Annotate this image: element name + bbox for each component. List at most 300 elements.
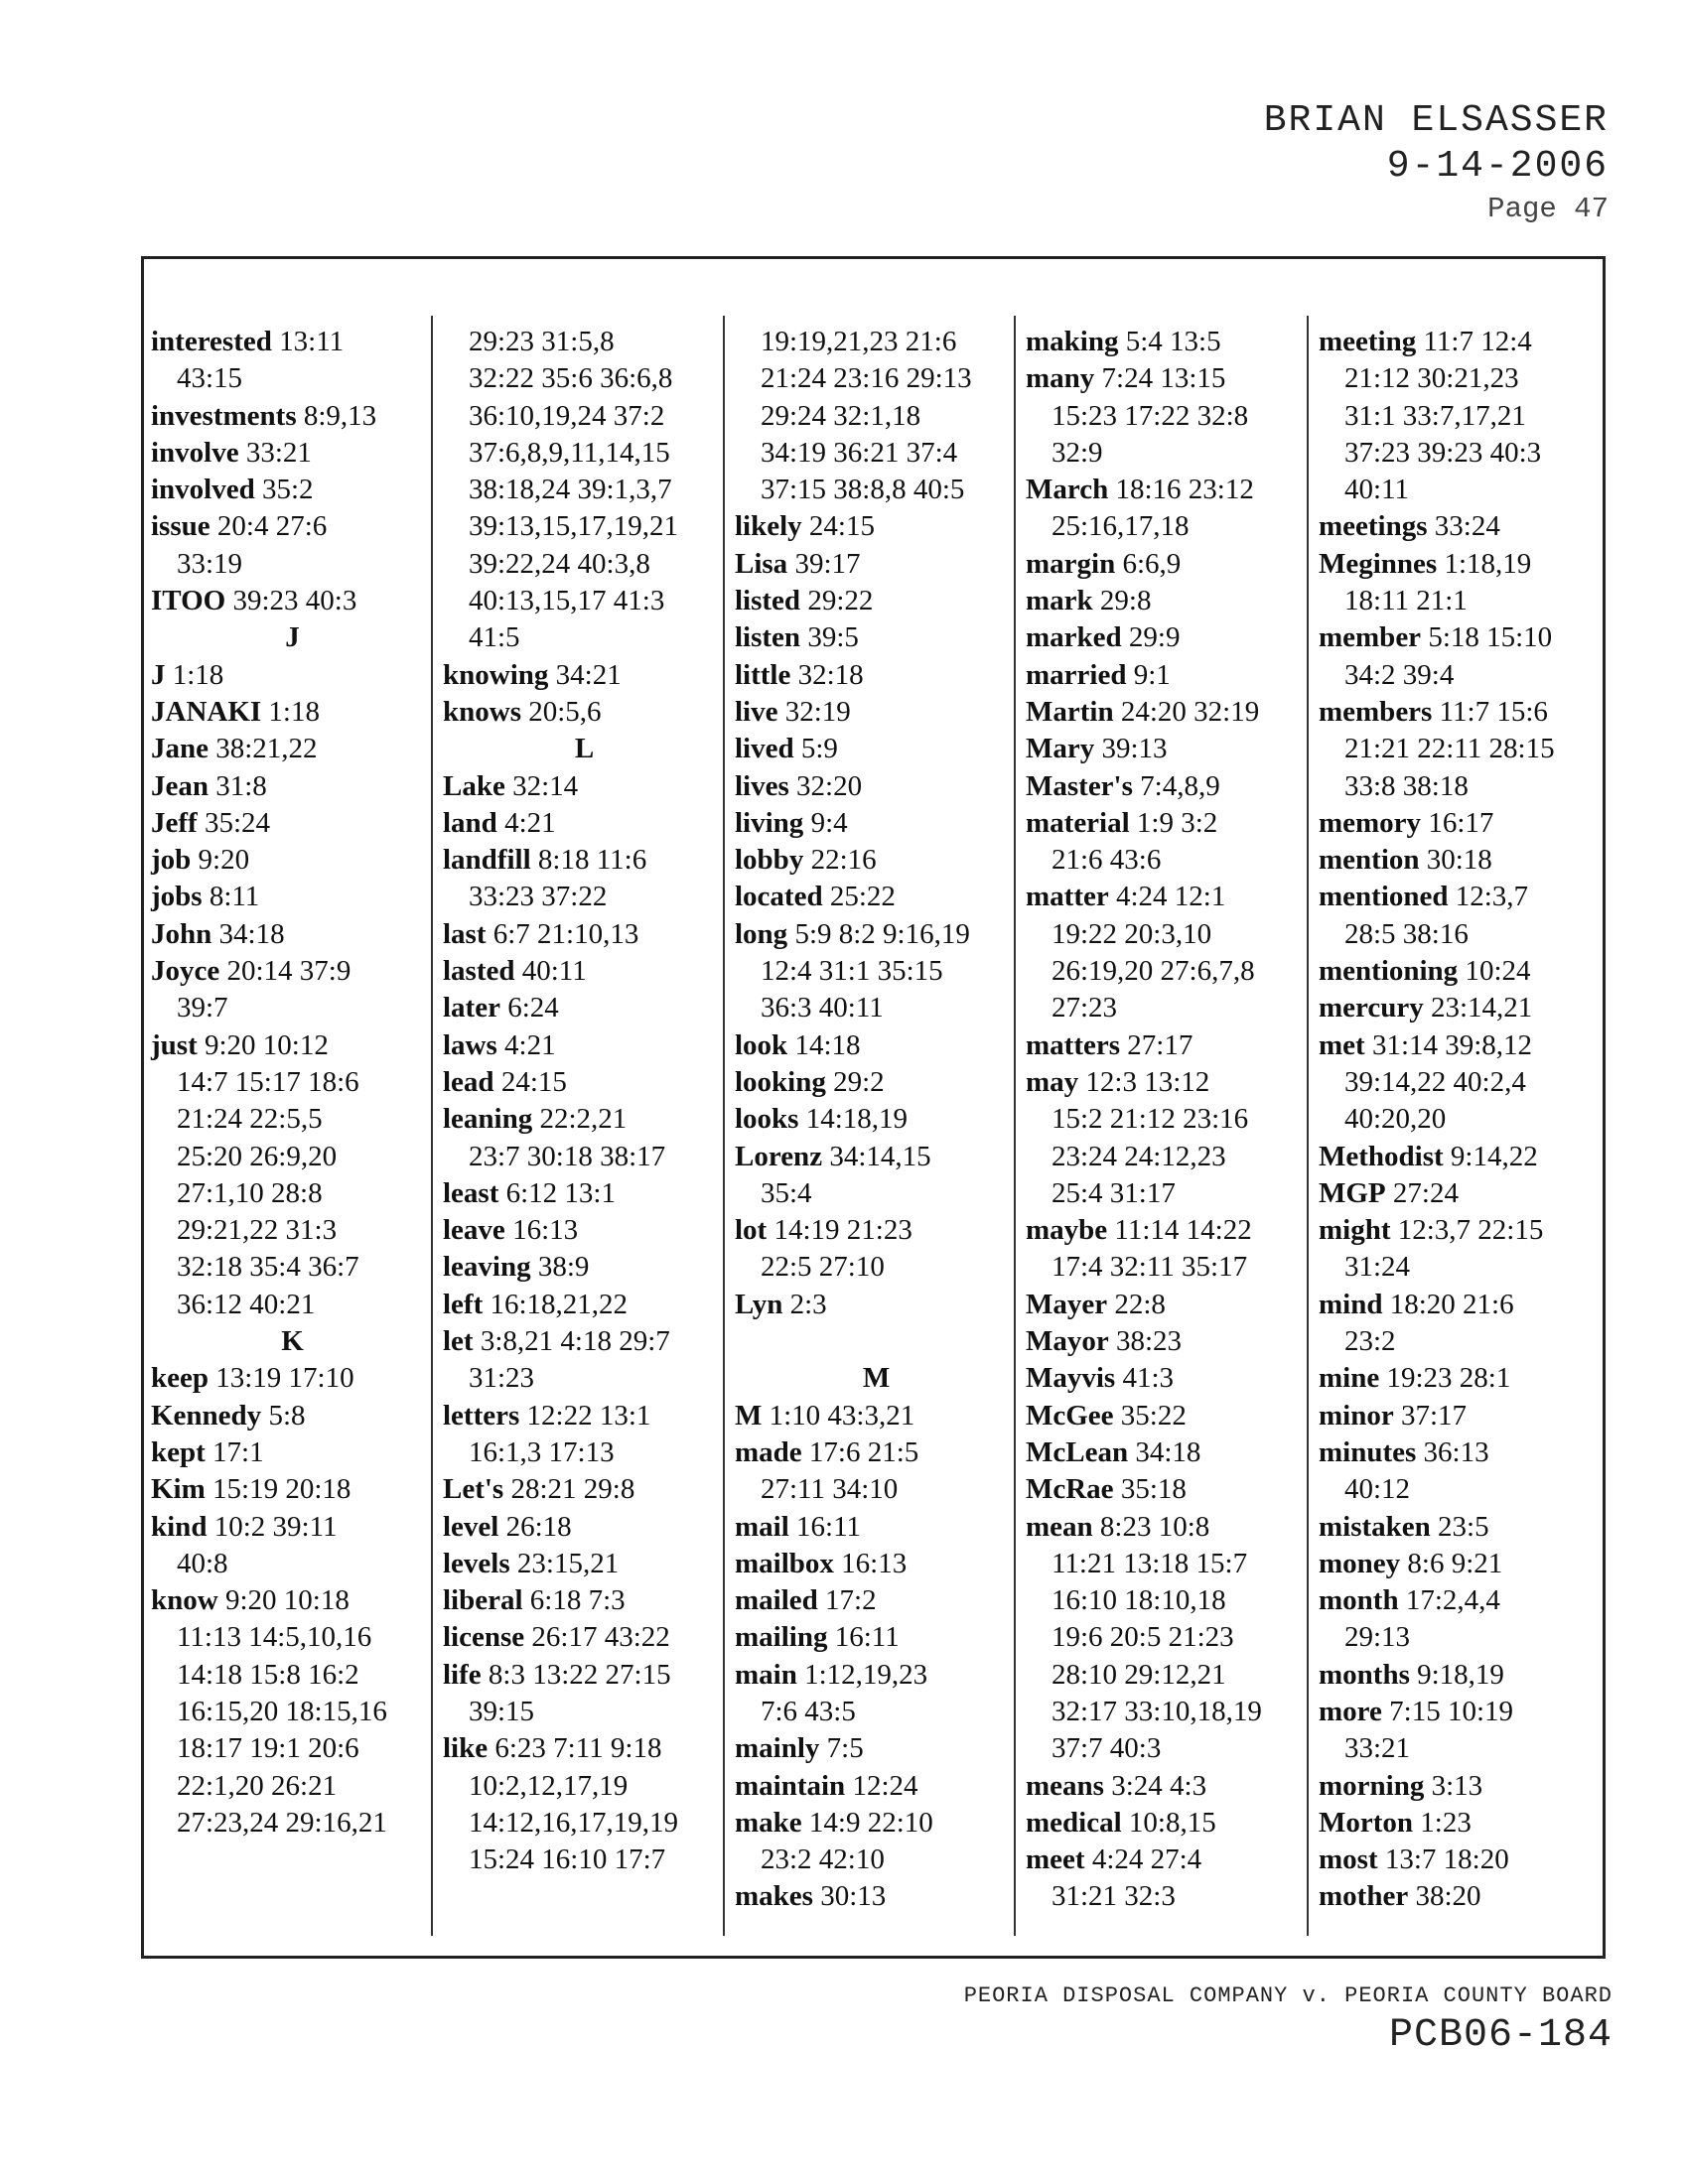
index-entry-continuation: [1319, 1730, 1602, 1767]
page-line-refs: 39:22,24 40:3,8: [469, 547, 650, 580]
index-term: jobs: [151, 881, 203, 913]
page-line-refs: 43:15: [177, 362, 243, 395]
page-line-refs: 18:17 19:1 20:6: [177, 1732, 359, 1765]
index-term: involved: [151, 474, 255, 506]
page-line-refs: 27:23,24 29:16,21: [177, 1806, 387, 1839]
page-line-refs: 3:13: [1424, 1769, 1483, 1802]
index-term: might: [1319, 1214, 1391, 1247]
index-term: medical: [1026, 1806, 1122, 1839]
page-line-refs: 34:18: [1128, 1435, 1201, 1468]
page-line-refs: 16:11: [827, 1621, 900, 1654]
page-line-refs: 7:15 10:19: [1381, 1695, 1514, 1727]
index-entry: [735, 1805, 1018, 1842]
index-term: mail: [735, 1510, 789, 1543]
index-entry-continuation: [443, 1139, 726, 1175]
index-entry: [1026, 1287, 1309, 1323]
page-line-refs: 6:18 7:3: [522, 1584, 626, 1617]
index-term: know: [151, 1584, 218, 1617]
page-line-refs: 17:6 21:5: [801, 1435, 919, 1468]
index-term: level: [443, 1510, 499, 1543]
page-line-refs: 33:21: [238, 436, 312, 469]
index-entry: [1026, 472, 1309, 508]
index-term: Morton: [1319, 1806, 1414, 1839]
index-entry-continuation: [1319, 435, 1602, 472]
case-number: PCB06-184: [1388, 2013, 1613, 2058]
index-term: many: [1026, 362, 1095, 395]
index-entry: [1319, 1360, 1602, 1397]
page-line-refs: 14:18 15:8 16:2: [177, 1658, 359, 1691]
index-term: Meginnes: [1319, 547, 1438, 580]
index-entry-continuation: [735, 1842, 1018, 1878]
index-term: matter: [1026, 881, 1109, 913]
page-line-refs: 29:24 32:1,18: [761, 399, 921, 432]
index-term: knows: [443, 695, 521, 728]
index-entry-continuation: [1319, 583, 1602, 619]
index-term: mercury: [1319, 992, 1424, 1024]
page-line-refs: 16:13: [833, 1547, 908, 1579]
page-line-refs: 8:11: [202, 881, 260, 913]
page-line-refs: 14:19 21:23: [767, 1214, 912, 1247]
page-line-refs: 6:23 7:11 9:18: [488, 1732, 662, 1765]
index-entry: [1319, 1582, 1602, 1619]
index-term: maybe: [1026, 1214, 1108, 1247]
index-entry-continuation: [151, 1212, 434, 1249]
page-line-refs: 18:20 21:6: [1382, 1288, 1514, 1320]
index-entry: [151, 731, 434, 767]
page-line-refs: 29:22: [800, 585, 874, 617]
page-line-refs: 40:20,20: [1344, 1103, 1447, 1136]
index-entry: [735, 1546, 1018, 1582]
index-entry-continuation: [151, 1546, 434, 1582]
page-line-refs: 28:21 29:8: [503, 1473, 635, 1506]
index-entry: [443, 1730, 726, 1767]
index-entry: [151, 1434, 434, 1471]
index-term: matters: [1026, 1028, 1121, 1061]
index-entry: [1026, 694, 1309, 731]
page-line-refs: 12:4 31:1 35:15: [761, 955, 943, 988]
index-entry-continuation: [151, 546, 434, 583]
index-entry: [735, 805, 1018, 842]
index-entry: [443, 694, 726, 731]
page-line-refs: 31:24: [1344, 1251, 1411, 1284]
page-line-refs: 35:24: [197, 806, 270, 839]
index-term: Master's: [1026, 769, 1133, 802]
page-line-refs: 39:23 40:3: [225, 585, 357, 617]
index-term: looking: [735, 1065, 826, 1098]
index-entry-continuation: [1319, 1249, 1602, 1286]
index-entry-continuation: [151, 1287, 434, 1323]
index-entry-continuation: [735, 1694, 1018, 1730]
page-line-refs: 41:5: [469, 621, 520, 654]
index-term: little: [735, 658, 791, 691]
page-line-refs: 31:14 39:8,12: [1364, 1028, 1533, 1061]
index-term: mentioned: [1319, 881, 1449, 913]
page-line-refs: 21:12 30:21,23: [1344, 362, 1519, 395]
index-entry-continuation: [735, 398, 1018, 435]
index-term: money: [1319, 1547, 1401, 1579]
index-term: mind: [1319, 1288, 1383, 1320]
index-term: least: [443, 1176, 499, 1209]
index-term: meetings: [1319, 510, 1428, 543]
index-term: meet: [1026, 1843, 1085, 1876]
index-entry-continuation: [1026, 1582, 1309, 1619]
index-term: land: [443, 806, 497, 839]
index-entry-continuation: [1319, 472, 1602, 508]
page-line-refs: 40:11: [1344, 474, 1409, 506]
page-line-refs: 6:24: [499, 992, 559, 1024]
index-term: McRae: [1026, 1473, 1114, 1506]
index-entry: [1026, 1509, 1309, 1546]
page-line-refs: 32:22 35:6 36:6,8: [469, 362, 673, 395]
index-entry: [1026, 1805, 1309, 1842]
index-term: main: [735, 1658, 797, 1691]
page-line-refs: 32:9: [1052, 436, 1103, 469]
page-line-refs: 39:13: [1094, 733, 1168, 765]
page-line-refs: 26:18: [498, 1510, 572, 1543]
index-term: mailing: [735, 1621, 828, 1654]
page-line-refs: 16:15,20 18:15,16: [177, 1695, 387, 1727]
page-line-refs: 8:9,13: [296, 399, 377, 432]
index-term: maintain: [735, 1769, 846, 1802]
page-line-refs: 29:8: [1092, 585, 1152, 617]
page-line-refs: 38:21,22: [209, 733, 318, 765]
page-line-refs: 34:14,15: [822, 1140, 931, 1172]
index-term: met: [1319, 1028, 1365, 1061]
page-line-refs: 15:2 21:12 23:16: [1052, 1103, 1249, 1136]
page-line-refs: 29:13: [1344, 1621, 1411, 1654]
page-line-refs: 18:16 23:12: [1108, 474, 1254, 506]
index-entry-continuation: [735, 1249, 1018, 1286]
index-entry-continuation: [443, 360, 726, 397]
index-entry: [1319, 1434, 1602, 1471]
index-term: long: [735, 917, 788, 950]
index-entry-continuation: [443, 435, 726, 472]
page-line-refs: 12:3 13:12: [1078, 1065, 1210, 1098]
index-term: involve: [151, 436, 239, 469]
index-entry: [735, 1101, 1018, 1138]
index-entry: [1026, 619, 1309, 656]
index-entry: [735, 508, 1018, 545]
index-entry: [1319, 1287, 1602, 1323]
page-line-refs: 27:1,10 28:8: [177, 1176, 323, 1209]
index-term: last: [443, 917, 487, 950]
page-line-refs: 9:20 10:18: [217, 1584, 350, 1617]
page-line-refs: 19:6 20:5 21:23: [1052, 1621, 1234, 1654]
index-term: married: [1026, 658, 1127, 691]
index-entry: [1026, 1471, 1309, 1508]
index-entry-continuation: [443, 546, 726, 583]
page-line-refs: 32:19: [777, 695, 851, 728]
index-term: looks: [735, 1103, 799, 1136]
page-line-refs: 26:17 43:22: [524, 1621, 670, 1654]
index-term: Jane: [151, 733, 209, 765]
spacer-line: [735, 1323, 1018, 1360]
index-entry: [151, 472, 434, 508]
page-line-refs: 1:10 43:3,21: [762, 1399, 915, 1432]
index-entry-continuation: [151, 1768, 434, 1805]
page-line-refs: 3:24 4:3: [1103, 1769, 1207, 1802]
index-entry: [151, 508, 434, 545]
page-line-refs: 5:9 8:2 9:16,19: [787, 917, 970, 950]
page-line-refs: 10:8,15: [1121, 1806, 1216, 1839]
page-line-refs: 28:10 29:12,21: [1052, 1658, 1226, 1691]
index-term: member: [1319, 621, 1422, 654]
index-term: life: [443, 1658, 482, 1691]
page-line-refs: 15:19 20:18: [205, 1473, 351, 1506]
index-entry: [1026, 360, 1309, 397]
index-entry-continuation: [1319, 360, 1602, 397]
index-column-3: [735, 324, 1018, 1916]
page-line-refs: 30:18: [1419, 844, 1492, 877]
index-term: Kennedy: [151, 1399, 262, 1432]
page-line-refs: 37:6,8,9,11,14,15: [469, 436, 670, 469]
index-entry: [443, 1509, 726, 1546]
page-line-refs: 23:5: [1430, 1510, 1489, 1543]
page-line-refs: 4:21: [496, 1028, 556, 1061]
index-term: later: [443, 992, 500, 1024]
index-term: leaning: [443, 1103, 533, 1136]
letter-heading: M: [862, 1362, 891, 1395]
index-entry: [1319, 1842, 1602, 1878]
index-term: mention: [1319, 844, 1420, 877]
index-term: means: [1026, 1769, 1104, 1802]
index-entry: [1319, 1768, 1602, 1805]
page-line-refs: 41:3: [1115, 1362, 1175, 1395]
index-term: kept: [151, 1435, 206, 1468]
index-term: laws: [443, 1028, 497, 1061]
page-line-refs: 33:8 38:18: [1344, 769, 1469, 802]
index-entry: [735, 916, 1018, 953]
index-column-2: [443, 324, 726, 1878]
index-term: mistaken: [1319, 1510, 1431, 1543]
index-entry: [151, 694, 434, 731]
page-line-refs: 14:18,19: [798, 1103, 909, 1136]
deposition-date: 9-14-2006: [1386, 145, 1609, 188]
page-line-refs: 6:6,9: [1115, 547, 1182, 580]
page-line-refs: 37:17: [1393, 1399, 1468, 1432]
page-line-refs: 16:11: [788, 1510, 862, 1543]
index-entry: [735, 1509, 1018, 1546]
index-entry-continuation: [1026, 842, 1309, 879]
page-line-refs: 39:17: [787, 547, 861, 580]
page-line-refs: 19:19,21,23 21:6: [761, 326, 957, 357]
page-line-refs: 23:14,21: [1423, 992, 1533, 1024]
index-term: mean: [1026, 1510, 1093, 1543]
page-line-refs: 26:19,20 27:6,7,8: [1052, 955, 1255, 988]
index-entry: [443, 1619, 726, 1656]
index-term: interested: [151, 326, 272, 357]
index-entry: [151, 1027, 434, 1064]
page-line-refs: 24:15: [493, 1065, 567, 1098]
page-line-refs: 14:9 22:10: [801, 1806, 933, 1839]
page-line-refs: 7:4,8,9: [1132, 769, 1220, 802]
index-entry: [735, 731, 1018, 767]
page-line-refs: 10:2 39:11: [207, 1510, 338, 1543]
page-line-refs: 12:24: [845, 1769, 918, 1802]
index-entry-continuation: [735, 435, 1018, 472]
index-entry: [151, 842, 434, 879]
page-line-refs: 23:2 42:10: [761, 1843, 885, 1876]
index-entry: [735, 768, 1018, 805]
index-entry-continuation: [1026, 916, 1309, 953]
index-entry: [151, 398, 434, 435]
letter-heading: J: [285, 621, 300, 654]
index-entry-continuation: [1026, 1139, 1309, 1175]
page-line-refs: 16:1,3 17:13: [469, 1435, 615, 1468]
index-entry-continuation: [1026, 1657, 1309, 1694]
index-entry-continuation: [1026, 1619, 1309, 1656]
page-line-refs: 13:11: [271, 326, 345, 357]
index-entry: [151, 953, 434, 990]
index-entry: [1319, 1805, 1602, 1842]
page-line-refs: 3:8,21 4:18 29:7: [473, 1325, 670, 1358]
index-entry: [1026, 879, 1309, 915]
page-line-refs: 29:9: [1121, 621, 1181, 654]
page-line-refs: 1:18: [165, 658, 224, 691]
page-line-refs: 40:8: [177, 1547, 228, 1579]
index-term: months: [1319, 1658, 1410, 1691]
page-line-refs: 40:12: [1344, 1473, 1411, 1506]
index-entry: [443, 916, 726, 953]
index-term: mailbox: [735, 1547, 834, 1579]
index-entry-continuation: [1026, 990, 1309, 1026]
index-term: most: [1319, 1843, 1378, 1876]
page-line-refs: 9:14,22: [1443, 1140, 1538, 1172]
index-term: John: [151, 917, 212, 950]
page-line-refs: 39:14,22 40:2,4: [1344, 1065, 1526, 1098]
index-entry: [151, 1471, 434, 1508]
page-line-refs: 9:20 10:12: [197, 1028, 329, 1061]
index-entry: [443, 1249, 726, 1286]
index-entry: [1319, 324, 1602, 360]
index-entry: [1026, 1768, 1309, 1805]
index-entry: [1319, 1398, 1602, 1434]
page-line-refs: 12:22 13:1: [519, 1399, 651, 1432]
page-line-refs: 23:7 30:18 38:17: [469, 1140, 666, 1172]
index-term: levels: [443, 1547, 510, 1579]
page-line-refs: 21:21 22:11 28:15: [1344, 733, 1555, 765]
index-entry: [151, 657, 434, 694]
index-entry-continuation: [443, 1360, 726, 1397]
index-entry-continuation: [1026, 1101, 1309, 1138]
index-entry: [443, 1398, 726, 1434]
page-line-refs: 28:5 38:16: [1344, 917, 1469, 950]
index-entry-continuation: [735, 472, 1018, 508]
index-term: living: [735, 806, 804, 839]
index-entry: [735, 583, 1018, 619]
index-term: Lorenz: [735, 1140, 823, 1172]
index-entry: [1026, 1398, 1309, 1434]
index-entry: [1319, 953, 1602, 990]
page-line-refs: 40:13,15,17 41:3: [469, 585, 665, 617]
page-line-refs: 16:17: [1421, 806, 1494, 839]
index-entry: [443, 657, 726, 694]
page-line-refs: 7:24 13:15: [1094, 362, 1226, 395]
page-line-refs: 20:5,6: [521, 695, 602, 728]
index-term: mark: [1026, 585, 1093, 617]
index-entry: [735, 657, 1018, 694]
index-entry: [151, 879, 434, 915]
index-entry: [443, 1175, 726, 1212]
index-entry-continuation: [151, 1730, 434, 1767]
index-term: minutes: [1319, 1435, 1417, 1468]
index-entry: [1319, 619, 1602, 656]
page-line-refs: 27:17: [1120, 1028, 1193, 1061]
page-line-refs: 9:1: [1126, 658, 1171, 691]
page-line-refs: 33:19: [177, 547, 243, 580]
index-entry: [1026, 1212, 1309, 1249]
page-line-refs: 4:21: [496, 806, 556, 839]
index-entry: [443, 953, 726, 990]
index-entry-continuation: [151, 1101, 434, 1138]
index-term: ITOO: [151, 585, 226, 617]
index-entry: [1319, 879, 1602, 915]
index-term: March: [1026, 474, 1109, 506]
index-term: Kim: [151, 1473, 206, 1506]
page-line-refs: 39:5: [800, 621, 859, 654]
index-entry: [1026, 1434, 1309, 1471]
index-entry: [443, 1546, 726, 1582]
page-line-refs: 5:9: [793, 733, 838, 765]
index-entry: [735, 1434, 1018, 1471]
index-entry: [735, 1619, 1018, 1656]
page-line-refs: 24:15: [801, 510, 875, 543]
page-line-refs: 2:3: [782, 1288, 827, 1320]
index-term: made: [735, 1435, 802, 1468]
index-entry: [1319, 1139, 1602, 1175]
index-entry: [1026, 1360, 1309, 1397]
page-line-refs: 12:3,7 22:15: [1390, 1214, 1544, 1247]
page-line-refs: 5:18 15:10: [1421, 621, 1553, 654]
index-entry: [1319, 1657, 1602, 1694]
index-entry: [735, 1582, 1018, 1619]
index-entry: [443, 842, 726, 879]
page-line-refs: 39:13,15,17,19,21: [469, 510, 679, 543]
index-term: makes: [735, 1880, 813, 1913]
page-line-refs: 38:20: [1408, 1880, 1481, 1913]
page-line-refs: 1:12,19,23: [796, 1658, 928, 1691]
index-entry: [1026, 546, 1309, 583]
page-line-refs: 4:24 27:4: [1084, 1843, 1202, 1876]
index-entry: [151, 768, 434, 805]
page-line-refs: 11:21 13:18 15:7: [1052, 1547, 1248, 1579]
index-entry: [735, 1878, 1018, 1915]
index-entry: [735, 694, 1018, 731]
index-entry: [443, 1287, 726, 1323]
page-line-refs: 5:4 13:5: [1118, 326, 1221, 357]
page-line-refs: 11:7 12:4: [1416, 326, 1532, 357]
index-entry: [443, 768, 726, 805]
index-entry: [1319, 1509, 1602, 1546]
page-line-refs: 5:8: [261, 1399, 306, 1432]
index-entry: [1319, 990, 1602, 1026]
page-line-refs: 21:6 43:6: [1052, 844, 1162, 877]
index-term: liberal: [443, 1584, 523, 1617]
index-entry-continuation: [151, 990, 434, 1026]
page-line-refs: 16:10 18:10,18: [1052, 1584, 1226, 1617]
index-entry-continuation: [735, 324, 1018, 360]
index-entry-continuation: [151, 1619, 434, 1656]
page-line-refs: 20:14 37:9: [219, 955, 351, 988]
page-line-refs: 37:23 39:23 40:3: [1344, 436, 1542, 469]
index-entry-continuation: [443, 1694, 726, 1730]
index-entry-continuation: [151, 1657, 434, 1694]
page-line-refs: 40:11: [514, 955, 587, 988]
page-line-refs: 8:6 9:21: [1400, 1547, 1503, 1579]
index-entry: [1319, 1175, 1602, 1212]
index-entry: [443, 805, 726, 842]
page-line-refs: 22:2,21: [532, 1103, 628, 1136]
